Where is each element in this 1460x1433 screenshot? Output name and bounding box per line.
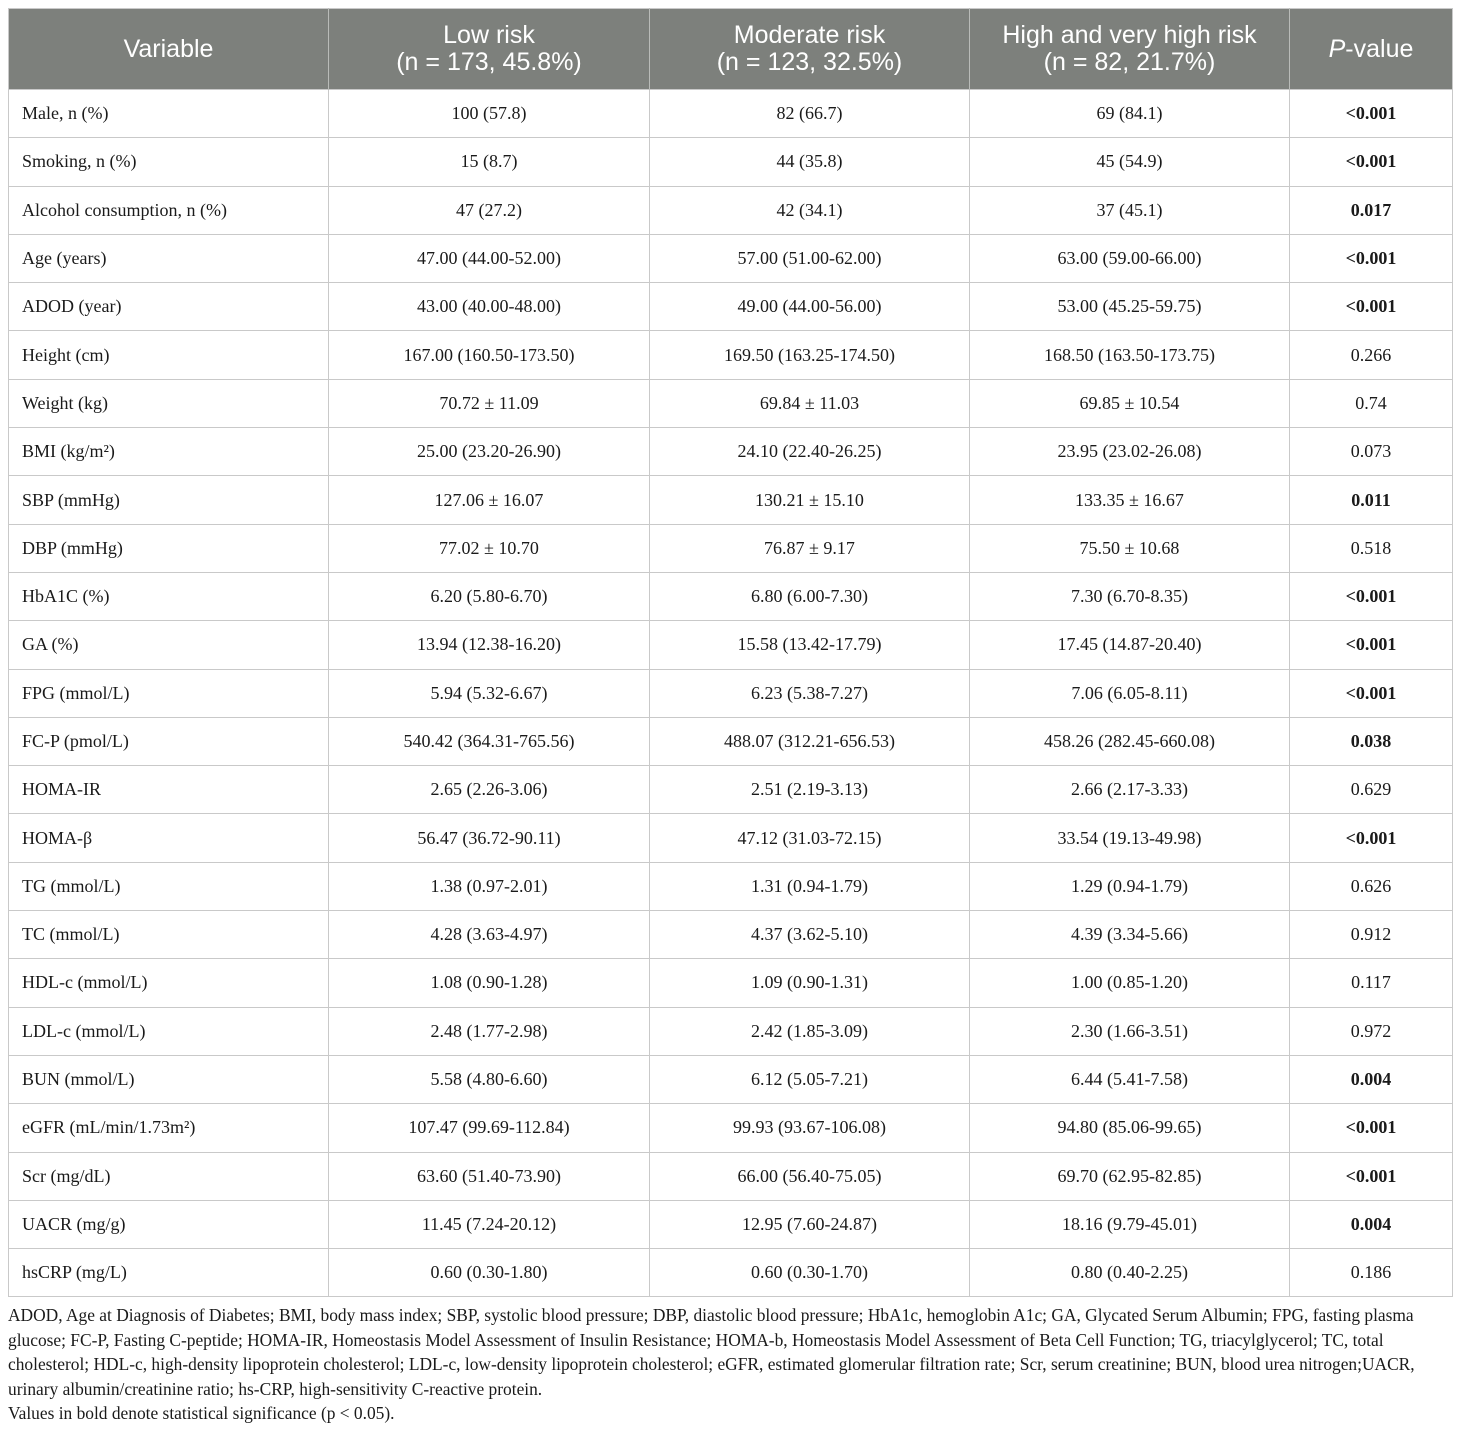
cell-high-risk: 168.50 (163.50-173.75) bbox=[970, 331, 1290, 379]
cell-moderate-risk: 66.00 (56.40-75.05) bbox=[650, 1152, 970, 1200]
cell-low-risk: 1.08 (0.90-1.28) bbox=[329, 959, 650, 1007]
cell-moderate-risk: 6.23 (5.38-7.27) bbox=[650, 669, 970, 717]
cell-high-risk: 1.29 (0.94-1.79) bbox=[970, 862, 1290, 910]
cell-moderate-risk: 0.60 (0.30-1.70) bbox=[650, 1249, 970, 1297]
cell-p-value: <0.001 bbox=[1290, 814, 1453, 862]
cell-p-value: <0.001 bbox=[1290, 234, 1453, 282]
table-row bbox=[9, 1152, 1453, 1200]
cell-low-risk: 107.47 (99.69-112.84) bbox=[329, 1104, 650, 1152]
cell-variable: Alcohol consumption, n (%) bbox=[9, 186, 329, 234]
cell-p-value: <0.001 bbox=[1290, 1152, 1453, 1200]
cell-moderate-risk: 76.87 ± 9.17 bbox=[650, 524, 970, 572]
cell-variable: LDL-c (mmol/L) bbox=[9, 1007, 329, 1055]
header-high-risk-count: (n = 82, 21.7%) bbox=[1043, 48, 1216, 76]
table-row bbox=[9, 621, 1453, 669]
cell-p-value: 0.518 bbox=[1290, 524, 1453, 572]
table-row bbox=[9, 476, 1453, 524]
cell-p-value: 0.004 bbox=[1290, 1055, 1453, 1103]
table-container bbox=[8, 8, 1452, 1426]
cell-p-value: <0.001 bbox=[1290, 1104, 1453, 1152]
cell-p-value: 0.912 bbox=[1290, 911, 1453, 959]
cell-p-value: 0.74 bbox=[1290, 379, 1453, 427]
cell-moderate-risk: 15.58 (13.42-17.79) bbox=[650, 621, 970, 669]
cell-p-value: 0.629 bbox=[1290, 766, 1453, 814]
cell-variable: TC (mmol/L) bbox=[9, 911, 329, 959]
cell-moderate-risk: 82 (66.7) bbox=[650, 90, 970, 138]
cell-variable: FPG (mmol/L) bbox=[9, 669, 329, 717]
cell-moderate-risk: 6.12 (5.05-7.21) bbox=[650, 1055, 970, 1103]
cell-moderate-risk: 47.12 (31.03-72.15) bbox=[650, 814, 970, 862]
cell-variable: Height (cm) bbox=[9, 331, 329, 379]
cell-moderate-risk: 2.42 (1.85-3.09) bbox=[650, 1007, 970, 1055]
cell-high-risk: 69 (84.1) bbox=[970, 90, 1290, 138]
header-moderate-risk-title: Moderate risk bbox=[733, 21, 886, 49]
cell-low-risk: 5.58 (4.80-6.60) bbox=[329, 1055, 650, 1103]
cell-high-risk: 4.39 (3.34-5.66) bbox=[970, 911, 1290, 959]
cell-low-risk: 127.06 ± 16.07 bbox=[329, 476, 650, 524]
cell-p-value: <0.001 bbox=[1290, 621, 1453, 669]
cell-p-value: <0.001 bbox=[1290, 90, 1453, 138]
cell-variable: HDL-c (mmol/L) bbox=[9, 959, 329, 1007]
cell-low-risk: 70.72 ± 11.09 bbox=[329, 379, 650, 427]
cell-high-risk: 33.54 (19.13-49.98) bbox=[970, 814, 1290, 862]
cell-p-value: 0.017 bbox=[1290, 186, 1453, 234]
cell-moderate-risk: 42 (34.1) bbox=[650, 186, 970, 234]
cell-low-risk: 167.00 (160.50-173.50) bbox=[329, 331, 650, 379]
cell-p-value: <0.001 bbox=[1290, 138, 1453, 186]
cell-moderate-risk: 49.00 (44.00-56.00) bbox=[650, 283, 970, 331]
cell-variable: Male, n (%) bbox=[9, 90, 329, 138]
table-row bbox=[9, 862, 1453, 910]
cell-low-risk: 6.20 (5.80-6.70) bbox=[329, 572, 650, 620]
cell-low-risk: 5.94 (5.32-6.67) bbox=[329, 669, 650, 717]
cell-variable: Smoking, n (%) bbox=[9, 138, 329, 186]
cell-low-risk: 11.45 (7.24-20.12) bbox=[329, 1200, 650, 1248]
cell-p-value: 0.011 bbox=[1290, 476, 1453, 524]
cell-high-risk: 63.00 (59.00-66.00) bbox=[970, 234, 1290, 282]
cell-moderate-risk: 488.07 (312.21-656.53) bbox=[650, 717, 970, 765]
cell-high-risk: 18.16 (9.79-45.01) bbox=[970, 1200, 1290, 1248]
cell-variable: HOMA-β bbox=[9, 814, 329, 862]
cell-variable: eGFR (mL/min/1.73m²) bbox=[9, 1104, 329, 1152]
cell-high-risk: 2.30 (1.66-3.51) bbox=[970, 1007, 1290, 1055]
cell-low-risk: 2.65 (2.26-3.06) bbox=[329, 766, 650, 814]
table-row bbox=[9, 911, 1453, 959]
header-row bbox=[9, 9, 1453, 90]
cell-low-risk: 43.00 (40.00-48.00) bbox=[329, 283, 650, 331]
cell-low-risk: 47 (27.2) bbox=[329, 186, 650, 234]
cell-low-risk: 25.00 (23.20-26.90) bbox=[329, 428, 650, 476]
header-high-risk-title: High and very high risk bbox=[1002, 21, 1257, 49]
cell-p-value: 0.266 bbox=[1290, 331, 1453, 379]
footnote-significance: Values in bold denote statistical significance (p < 0.05). bbox=[8, 1403, 395, 1424]
header-p-value bbox=[1290, 9, 1453, 90]
cell-moderate-risk: 6.80 (6.00-7.30) bbox=[650, 572, 970, 620]
cell-variable: FC-P (pmol/L) bbox=[9, 717, 329, 765]
cell-variable: ADOD (year) bbox=[9, 283, 329, 331]
table-row bbox=[9, 1007, 1453, 1055]
cell-high-risk: 7.30 (6.70-8.35) bbox=[970, 572, 1290, 620]
cell-p-value: 0.972 bbox=[1290, 1007, 1453, 1055]
cell-high-risk: 23.95 (23.02-26.08) bbox=[970, 428, 1290, 476]
cell-variable: Weight (kg) bbox=[9, 379, 329, 427]
table-row bbox=[9, 186, 1453, 234]
cell-high-risk: 69.70 (62.95-82.85) bbox=[970, 1152, 1290, 1200]
table-row bbox=[9, 138, 1453, 186]
cell-variable: BUN (mmol/L) bbox=[9, 1055, 329, 1103]
table-row bbox=[9, 331, 1453, 379]
cell-high-risk: 53.00 (45.25-59.75) bbox=[970, 283, 1290, 331]
header-moderate-risk bbox=[650, 9, 970, 90]
table-row bbox=[9, 959, 1453, 1007]
cell-low-risk: 56.47 (36.72-90.11) bbox=[329, 814, 650, 862]
footnote-abbreviations: ADOD, Age at Diagnosis of Diabetes; BMI, body mass index; SBP, systolic blood pressure; DBP, diastolic blood pressure; HbA1c, hemoglobin A1c; GA, Glycated Serum Albumin; FPG, fasting plasma glucose; FC-P, Fasting C-peptide; HOMA-IR, Homeostasis Model Assessment of Insulin Resistance; HOMA-b, Homeostasis Model Assessment of Beta Cell Function; TG, triacylglycerol; TC, total cholesterol; HDL-c, high-density lipoprotein cholesterol; LDL-c, low-density lipoprotein cholesterol; eGFR, estimated glomerular filtration rate; Scr, serum creatinine; BUN, blood urea nitrogen;UACR, urinary albumin/creatinine ratio; hs-CRP, high-sensitivity C-reactive protein. bbox=[8, 1305, 1415, 1399]
cell-low-risk: 2.48 (1.77-2.98) bbox=[329, 1007, 650, 1055]
table-body bbox=[9, 90, 1453, 1297]
cell-p-value: <0.001 bbox=[1290, 283, 1453, 331]
cell-high-risk: 458.26 (282.45-660.08) bbox=[970, 717, 1290, 765]
cell-moderate-risk: 69.84 ± 11.03 bbox=[650, 379, 970, 427]
cell-moderate-risk: 130.21 ± 15.10 bbox=[650, 476, 970, 524]
table-row bbox=[9, 234, 1453, 282]
cell-high-risk: 17.45 (14.87-20.40) bbox=[970, 621, 1290, 669]
table-row bbox=[9, 1200, 1453, 1248]
cell-high-risk: 94.80 (85.06-99.65) bbox=[970, 1104, 1290, 1152]
cell-low-risk: 77.02 ± 10.70 bbox=[329, 524, 650, 572]
table-footnote bbox=[8, 1303, 1456, 1426]
cell-moderate-risk: 57.00 (51.00-62.00) bbox=[650, 234, 970, 282]
cell-p-value: 0.626 bbox=[1290, 862, 1453, 910]
cell-high-risk: 2.66 (2.17-3.33) bbox=[970, 766, 1290, 814]
cell-p-value: <0.001 bbox=[1290, 669, 1453, 717]
cell-high-risk: 45 (54.9) bbox=[970, 138, 1290, 186]
cell-moderate-risk: 1.09 (0.90-1.31) bbox=[650, 959, 970, 1007]
cell-variable: HbA1C (%) bbox=[9, 572, 329, 620]
cell-p-value: 0.004 bbox=[1290, 1200, 1453, 1248]
cell-variable: TG (mmol/L) bbox=[9, 862, 329, 910]
table-row bbox=[9, 524, 1453, 572]
header-variable bbox=[9, 9, 329, 90]
cell-moderate-risk: 12.95 (7.60-24.87) bbox=[650, 1200, 970, 1248]
cell-high-risk: 133.35 ± 16.67 bbox=[970, 476, 1290, 524]
cell-variable: Age (years) bbox=[9, 234, 329, 282]
table-row bbox=[9, 1104, 1453, 1152]
cell-high-risk: 6.44 (5.41-7.58) bbox=[970, 1055, 1290, 1103]
cell-low-risk: 0.60 (0.30-1.80) bbox=[329, 1249, 650, 1297]
cell-high-risk: 75.50 ± 10.68 bbox=[970, 524, 1290, 572]
cell-low-risk: 1.38 (0.97-2.01) bbox=[329, 862, 650, 910]
header-p-italic: P bbox=[1328, 34, 1346, 63]
cell-variable: SBP (mmHg) bbox=[9, 476, 329, 524]
cell-high-risk: 7.06 (6.05-8.11) bbox=[970, 669, 1290, 717]
cell-moderate-risk: 169.50 (163.25-174.50) bbox=[650, 331, 970, 379]
header-low-risk-count: (n = 173, 45.8%) bbox=[396, 48, 582, 76]
table-row bbox=[9, 90, 1453, 138]
table-row bbox=[9, 814, 1453, 862]
table-row bbox=[9, 572, 1453, 620]
cell-variable: BMI (kg/m²) bbox=[9, 428, 329, 476]
table-row bbox=[9, 669, 1453, 717]
cell-moderate-risk: 24.10 (22.40-26.25) bbox=[650, 428, 970, 476]
cell-p-value: 0.038 bbox=[1290, 717, 1453, 765]
cell-p-value: <0.001 bbox=[1290, 572, 1453, 620]
cell-low-risk: 540.42 (364.31-765.56) bbox=[329, 717, 650, 765]
table-row bbox=[9, 1249, 1453, 1297]
cell-p-value: 0.186 bbox=[1290, 1249, 1453, 1297]
cell-moderate-risk: 1.31 (0.94-1.79) bbox=[650, 862, 970, 910]
table-header bbox=[9, 9, 1453, 90]
cell-variable: HOMA-IR bbox=[9, 766, 329, 814]
cell-p-value: 0.117 bbox=[1290, 959, 1453, 1007]
characteristics-table bbox=[8, 8, 1453, 1297]
header-variable-label: Variable bbox=[123, 34, 214, 63]
table-row bbox=[9, 717, 1453, 765]
cell-moderate-risk: 44 (35.8) bbox=[650, 138, 970, 186]
cell-high-risk: 37 (45.1) bbox=[970, 186, 1290, 234]
table-row bbox=[9, 1055, 1453, 1103]
cell-variable: hsCRP (mg/L) bbox=[9, 1249, 329, 1297]
header-low-risk-title: Low risk bbox=[443, 21, 535, 49]
cell-low-risk: 15 (8.7) bbox=[329, 138, 650, 186]
table-row bbox=[9, 766, 1453, 814]
header-high-risk bbox=[970, 9, 1290, 90]
cell-variable: DBP (mmHg) bbox=[9, 524, 329, 572]
cell-variable: UACR (mg/g) bbox=[9, 1200, 329, 1248]
cell-variable: Scr (mg/dL) bbox=[9, 1152, 329, 1200]
header-moderate-risk-count: (n = 123, 32.5%) bbox=[716, 48, 903, 76]
cell-low-risk: 4.28 (3.63-4.97) bbox=[329, 911, 650, 959]
table-row bbox=[9, 379, 1453, 427]
cell-p-value: 0.073 bbox=[1290, 428, 1453, 476]
cell-high-risk: 69.85 ± 10.54 bbox=[970, 379, 1290, 427]
cell-low-risk: 47.00 (44.00-52.00) bbox=[329, 234, 650, 282]
header-p-rest: -value bbox=[1345, 34, 1414, 63]
cell-moderate-risk: 99.93 (93.67-106.08) bbox=[650, 1104, 970, 1152]
table-row bbox=[9, 283, 1453, 331]
table-row bbox=[9, 428, 1453, 476]
header-low-risk bbox=[329, 9, 650, 90]
cell-low-risk: 13.94 (12.38-16.20) bbox=[329, 621, 650, 669]
cell-high-risk: 1.00 (0.85-1.20) bbox=[970, 959, 1290, 1007]
cell-variable: GA (%) bbox=[9, 621, 329, 669]
cell-moderate-risk: 4.37 (3.62-5.10) bbox=[650, 911, 970, 959]
cell-high-risk: 0.80 (0.40-2.25) bbox=[970, 1249, 1290, 1297]
cell-low-risk: 100 (57.8) bbox=[329, 90, 650, 138]
cell-low-risk: 63.60 (51.40-73.90) bbox=[329, 1152, 650, 1200]
cell-moderate-risk: 2.51 (2.19-3.13) bbox=[650, 766, 970, 814]
